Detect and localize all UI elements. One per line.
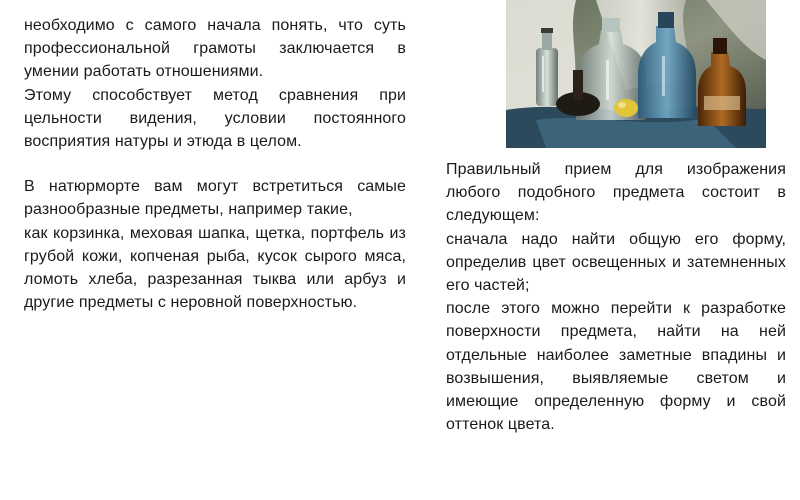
right-paragraph-1: Правильный прием для изображения любого подобного предмета состоит в следующем: xyxy=(446,161,786,225)
left-paragraph-1: необходимо с самого начала понять, что суть профессиональной грамоты заключается в умении работать отношениями. xyxy=(24,17,406,81)
right-paragraph-3: после этого можно перейти к разработке поверхности предмета, найти на ней отдельные наиболее заметные впадины и возвышения, выявляемые светом и имеющие определенную форму и свой оттенок цвета. xyxy=(446,300,786,434)
right-text-column xyxy=(446,158,786,436)
left-paragraph-3: В натюрморте вам могут встретиться самые разнообразные предметы, например такие, xyxy=(24,178,406,219)
left-text-column xyxy=(24,14,406,314)
still-life-painting-image xyxy=(506,0,766,148)
paragraph-spacer xyxy=(24,153,406,175)
left-paragraph-4: как корзинка, меховая шапка, щетка, портфель из грубой кожи, копченая рыба, кусок сырого мяса, ломоть хлеба, разрезанная тыква или арбуз и другие предметы с неровной поверхностью. xyxy=(24,224,406,312)
right-paragraph-2: сначала надо найти общую его форму, определив цвет освещенных и затемненных его частей; xyxy=(446,230,786,295)
left-paragraph-2: Этому способствует метод сравнения при цельности видения, условии постоянного восприятия натуры и этюда в целом. xyxy=(24,86,406,151)
